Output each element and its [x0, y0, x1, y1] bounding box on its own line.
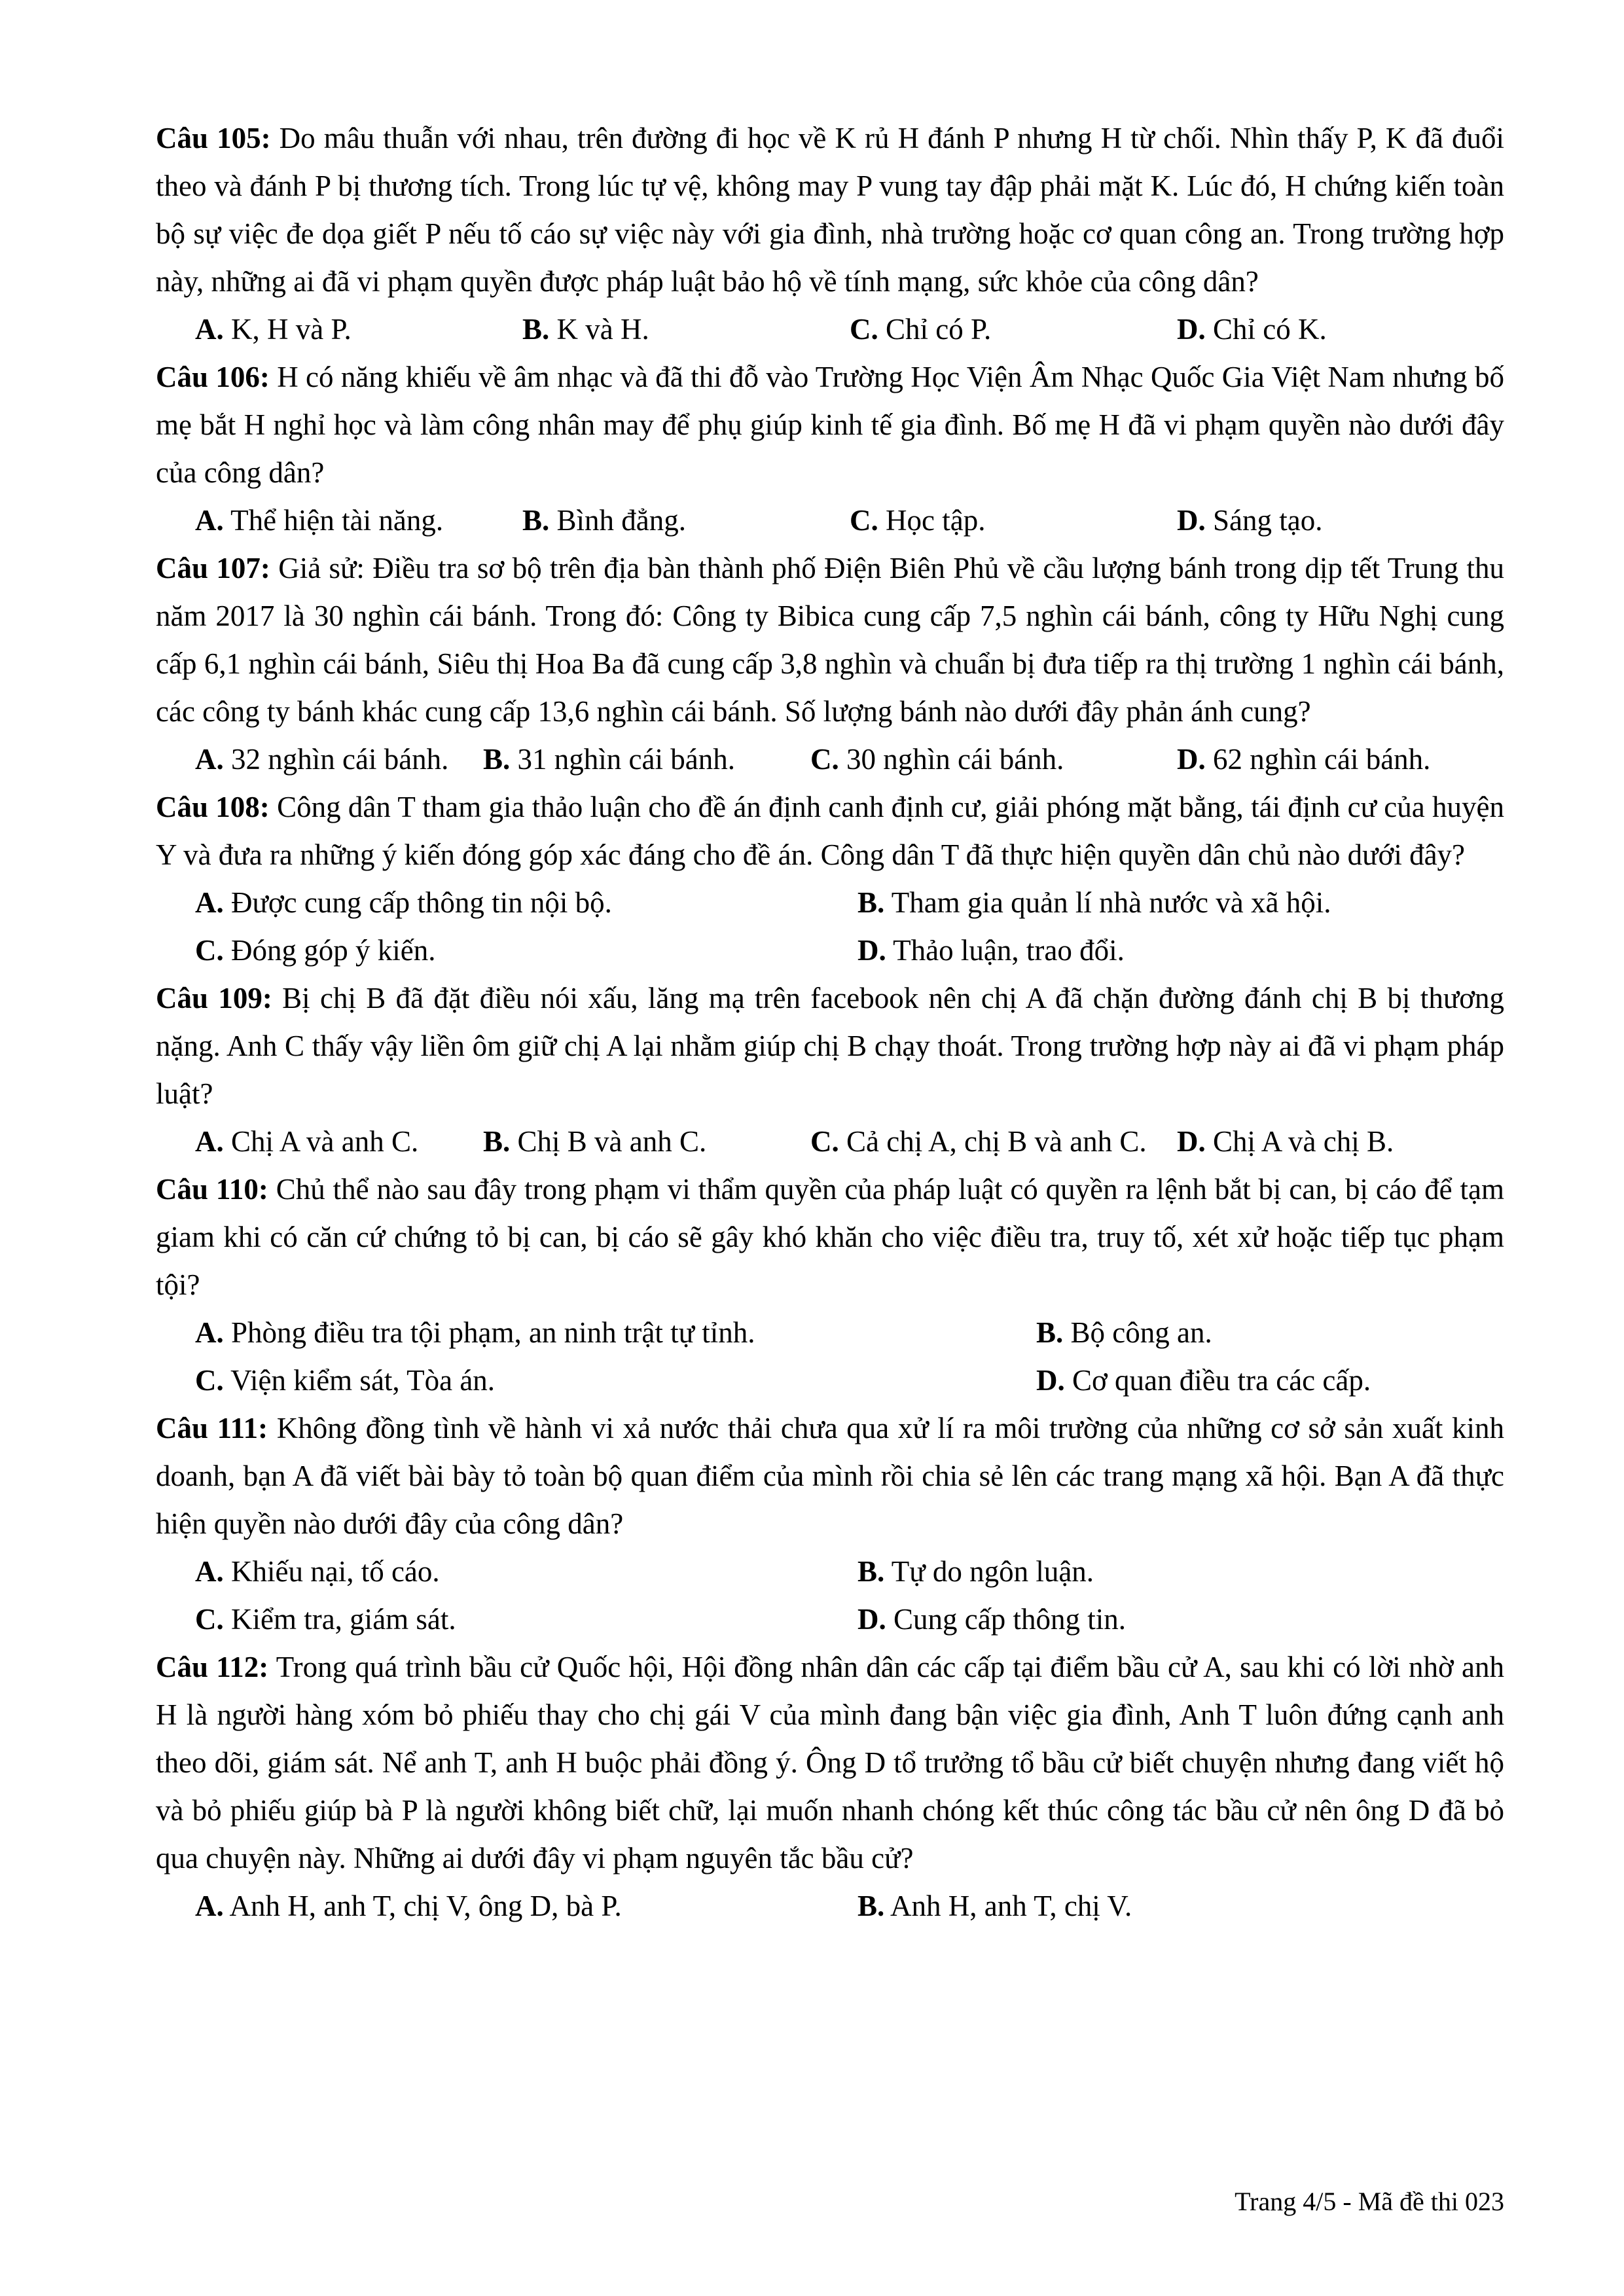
option-d: D. Thảo luận, trao đổi. — [857, 934, 1125, 967]
option-d: D. 62 nghìn cái bánh. — [1177, 743, 1431, 776]
options-row — [156, 879, 1504, 927]
option-b: B. Anh H, anh T, chị V. — [857, 1890, 1132, 1922]
question-stem — [156, 783, 1504, 879]
options-row — [156, 1357, 1504, 1405]
question-text: Không đồng tình về hành vi xả nước thải chưa qua xử lí ra môi trường của những cơ sở sản xuất kinh doanh, bạn A đã viết bài bày tỏ toàn bộ quan điểm của mình rồi chia sẻ lên các trang mạng xã hội. Bạn A đã thực hiện quyền nào dưới đây của công dân? — [156, 1412, 1505, 1540]
question-stem — [156, 975, 1504, 1118]
option-a: A. Phòng điều tra tội phạm, an ninh trật tự tỉnh. — [195, 1316, 755, 1349]
option-d: D. Chị A và chị B. — [1177, 1125, 1394, 1158]
option-d: D. Cung cấp thông tin. — [857, 1603, 1126, 1636]
question-stem — [156, 353, 1504, 497]
options-row — [156, 927, 1504, 975]
option-a: A. Anh H, anh T, chị V, ông D, bà P. — [195, 1890, 622, 1922]
question-stem — [156, 545, 1504, 736]
question-109 — [156, 975, 1504, 1166]
option-a: A. Thể hiện tài năng. — [195, 504, 444, 537]
options-row — [156, 1882, 1504, 1930]
options-row — [156, 1309, 1504, 1357]
option-a: A. K, H và P. — [195, 313, 352, 346]
option-d: D. Sáng tạo. — [1177, 504, 1323, 537]
page-footer: Trang 4/5 - Mã đề thi 023 — [1235, 2187, 1504, 2216]
option-b: B. Chị B và anh C. — [483, 1125, 707, 1158]
question-stem — [156, 115, 1504, 306]
question-111 — [156, 1405, 1504, 1643]
option-a: A. 32 nghìn cái bánh. — [195, 743, 449, 776]
options-row — [156, 1548, 1504, 1596]
option-c: C. Học tập. — [850, 504, 986, 537]
question-label: Câu 108: — [156, 791, 270, 823]
question-label: Câu 105: — [156, 122, 271, 154]
option-b: B. K và H. — [522, 313, 649, 346]
question-stem — [156, 1643, 1504, 1882]
options-row — [156, 306, 1504, 353]
option-b: B. Bộ công an. — [1036, 1316, 1212, 1349]
option-c: C. Chỉ có P. — [850, 313, 992, 346]
option-d: D. Chỉ có K. — [1177, 313, 1327, 346]
option-c: C. Viện kiểm sát, Tòa án. — [195, 1364, 496, 1397]
exam-page — [156, 115, 1504, 1930]
question-108 — [156, 783, 1504, 975]
option-c: C. Kiểm tra, giám sát. — [195, 1603, 456, 1636]
question-text: Trong quá trình bầu cử Quốc hội, Hội đồng nhân dân các cấp tại điểm bầu cử A, sau khi có lời nhờ anh H là người hàng xóm bỏ phiếu thay cho chị gái V của mình đang bận việc gia đình, Anh T luôn đứng cạnh anh theo dõi, giám sát. Nể anh T, anh H buộc phải đồng ý. Ông D tổ trưởng tổ bầu cử biết chuyện nhưng đang viết hộ và bỏ phiếu giúp bà P là người không biết chữ, lại muốn nhanh chóng kết thúc công tác bầu cử nên ông D đã bỏ qua chuyện này. Những ai dưới đây vi phạm nguyên tắc bầu cử? — [156, 1651, 1504, 1874]
option-b: B. 31 nghìn cái bánh. — [483, 743, 735, 776]
question-label: Câu 110: — [156, 1173, 268, 1206]
option-b: B. Tự do ngôn luận. — [857, 1555, 1094, 1588]
option-b: B. Tham gia quản lí nhà nước và xã hội. — [857, 886, 1331, 919]
question-105 — [156, 115, 1504, 353]
question-112 — [156, 1643, 1504, 1930]
option-d: D. Cơ quan điều tra các cấp. — [1036, 1364, 1371, 1397]
option-a: A. Được cung cấp thông tin nội bộ. — [195, 886, 612, 919]
question-text: Chủ thể nào sau đây trong phạm vi thẩm quyền của pháp luật có quyền ra lệnh bắt bị can, bị cáo để tạm giam khi có căn cứ chứng tỏ bị can, bị cáo sẽ gây khó khăn cho việc điều tra, truy tố, xét xử hoặc tiếp tục phạm tội? — [156, 1173, 1504, 1301]
option-a: A. Khiếu nại, tố cáo. — [195, 1555, 440, 1588]
option-c: C. Cả chị A, chị B và anh C. — [810, 1125, 1147, 1158]
option-c: C. 30 nghìn cái bánh. — [810, 743, 1064, 776]
question-text: Công dân T tham gia thảo luận cho đề án định canh định cư, giải phóng mặt bằng, tái định cư của huyện Y và đưa ra những ý kiến đóng góp xác đáng cho đề án. Công dân T đã thực hiện quyền dân chủ nào dưới đây? — [156, 791, 1504, 871]
option-c: C. Đóng góp ý kiến. — [195, 934, 436, 967]
question-text: H có năng khiếu về âm nhạc và đã thi đỗ vào Trường Học Viện Âm Nhạc Quốc Gia Việt Nam nhưng bố mẹ bắt H nghỉ học và làm công nhân may để phụ giúp kinh tế gia đình. Bố mẹ H đã vi phạm quyền nào dưới đây của công dân? — [156, 361, 1504, 489]
question-stem — [156, 1405, 1504, 1548]
options-row — [156, 497, 1504, 545]
options-row — [156, 736, 1504, 783]
question-label: Câu 111: — [156, 1412, 268, 1444]
question-110 — [156, 1166, 1504, 1405]
options-row — [156, 1118, 1504, 1166]
question-label: Câu 109: — [156, 982, 272, 1014]
question-text: Do mâu thuẫn với nhau, trên đường đi học về K rủ H đánh P nhưng H từ chối. Nhìn thấy P, K đã đuổi theo và đánh P bị thương tích. Trong lúc tự vệ, không may P vung tay đập phải mặt K. Lúc đó, H chứng kiến toàn bộ sự việc đe dọa giết P nếu tố cáo sự việc này với gia đình, nhà trường hoặc cơ quan công an. Trong trường hợp này, những ai đã vi phạm quyền được pháp luật bảo hộ về tính mạng, sức khỏe của công dân? — [156, 122, 1505, 298]
question-106 — [156, 353, 1504, 545]
question-107 — [156, 545, 1504, 783]
option-b: B. Bình đẳng. — [522, 504, 687, 537]
question-text: Bị chị B đã đặt điều nói xấu, lăng mạ trên facebook nên chị A đã chặn đường đánh chị B bị thương nặng. Anh C thấy vậy liền ôm giữ chị A lại nhằm giúp chị B chạy thoát. Trong trường hợp này ai đã vi phạm pháp luật? — [156, 982, 1505, 1110]
option-a: A. Chị A và anh C. — [195, 1125, 419, 1158]
question-label: Câu 112: — [156, 1651, 269, 1683]
question-text: Giả sử: Điều tra sơ bộ trên địa bàn thành phố Điện Biên Phủ về cầu lượng bánh trong dịp tết Trung thu năm 2017 là 30 nghìn cái bánh. Trong đó: Công ty Bibica cung cấp 7,5 nghìn cái bánh, công ty Hữu Nghị cung cấp 6,1 nghìn cái bánh, Siêu thị Hoa Ba đã cung cấp 3,8 nghìn và chuẩn bị đưa tiếp ra thị trường 1 nghìn cái bánh, các công ty bánh khác cung cấp 13,6 nghìn cái bánh. Số lượng bánh nào dưới đây phản ánh cung? — [156, 552, 1504, 728]
options-row — [156, 1596, 1504, 1643]
question-stem — [156, 1166, 1504, 1309]
question-label: Câu 106: — [156, 361, 270, 393]
question-label: Câu 107: — [156, 552, 270, 584]
